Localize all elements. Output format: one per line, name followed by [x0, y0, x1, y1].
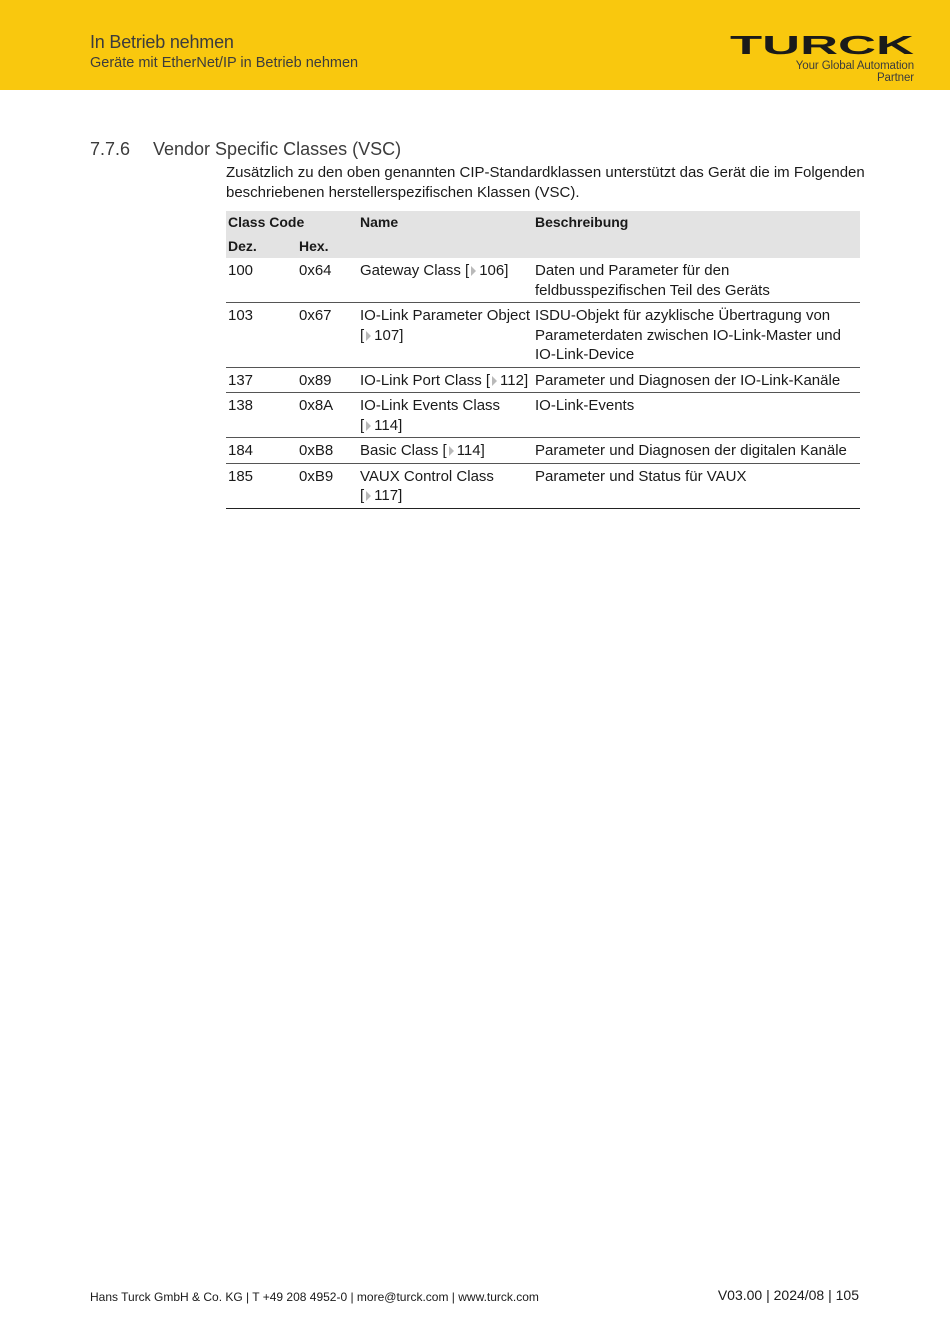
description-cell: IO-Link-Events [533, 393, 860, 438]
hex-cell: 0xB9 [297, 463, 358, 508]
hex-header: Hex. [297, 235, 358, 259]
table-row [226, 258, 860, 303]
page-reference[interactable]: [ 117] [360, 487, 403, 504]
description-cell: ISDU-Objekt für azyklische Übertragung von Parameterdaten zwischen IO-Link-Master und IO-Link-Device [533, 303, 860, 368]
class-name: Gateway Class [360, 262, 461, 279]
name-cell [358, 303, 533, 368]
description-cell: Parameter und Diagnosen der digitalen Kanäle [533, 438, 860, 464]
turck-logo [730, 34, 914, 56]
dez-cell: 138 [226, 393, 297, 438]
table-row [226, 438, 860, 464]
hex-cell: 0x64 [297, 258, 358, 303]
footer-contact: Hans Turck GmbH & Co. KG | T +49 208 4952-0 | more@turck.com | www.turck.com [90, 1290, 539, 1304]
description-header: Beschreibung [533, 211, 860, 235]
name-cell [358, 463, 533, 508]
dez-header: Dez. [226, 235, 297, 259]
hex-cell: 0x89 [297, 367, 358, 393]
table-row [226, 303, 860, 368]
page-reference[interactable]: [ 107] [360, 326, 404, 344]
name-cell [358, 438, 533, 464]
class-name: VAUX Control Class [360, 467, 494, 485]
arrow-right-icon [449, 446, 454, 456]
class-name: IO-Link Events Class [360, 397, 501, 414]
page-reference[interactable]: [ 114] [442, 442, 485, 459]
dez-cell: 184 [226, 438, 297, 464]
class-code-header: Class Code [226, 211, 358, 235]
table-row [226, 367, 860, 393]
description-cell: Daten und Parameter für den feldbusspezifischen Teil des Geräts [533, 258, 860, 303]
name-cell [358, 393, 533, 438]
description-cell: Parameter und Status für VAUX [533, 463, 860, 508]
hex-cell: 0x8A [297, 393, 358, 438]
section-title: Vendor Specific Classes (VSC) [153, 139, 402, 159]
dez-cell: 100 [226, 258, 297, 303]
logo-text: TURCK [730, 34, 914, 56]
vsc-table [226, 211, 860, 509]
page-reference[interactable]: [ 112] [485, 371, 529, 389]
arrow-right-icon [366, 421, 371, 431]
hex-cell: 0x67 [297, 303, 358, 368]
arrow-right-icon [366, 491, 371, 501]
page-reference[interactable]: [ 114] [360, 416, 403, 434]
section-number: 7.7.6 [90, 139, 131, 159]
logo-tagline: Your Global Automation Partner [795, 60, 914, 84]
class-name: IO-Link Port Class [360, 371, 482, 389]
arrow-right-icon [471, 266, 476, 276]
page-header [0, 0, 950, 90]
table-row [226, 393, 860, 438]
header-subtitle: Geräte mit EtherNet/IP in Betrieb nehmen [90, 55, 359, 71]
intro-paragraph: Zusätzlich zu den oben genannten CIP-Standardklassen unterstützt das Gerät die im Folgenden beschriebenen herstellerspezifischen Klassen (VSC). [226, 164, 865, 201]
arrow-right-icon [492, 376, 497, 386]
dez-cell: 185 [226, 463, 297, 508]
class-name: Basic Class [360, 442, 439, 459]
table-row [226, 463, 860, 508]
dez-cell: 137 [226, 367, 297, 393]
header-title: In Betrieb nehmen [90, 32, 234, 52]
dez-cell: 103 [226, 303, 297, 368]
table-subheader-row [226, 235, 860, 259]
arrow-right-icon [366, 331, 371, 341]
name-cell [358, 367, 533, 393]
page-reference[interactable]: [ 106] [465, 262, 509, 279]
footer-version-page: V03.00 | 2024/08 | 105 [717, 1287, 859, 1303]
table-header-row [226, 211, 860, 235]
class-name: IO-Link Parameter Object [360, 307, 531, 324]
name-cell [358, 258, 533, 303]
description-cell: Parameter und Diagnosen der IO-Link-Kanäle [533, 367, 860, 393]
section-heading [90, 139, 401, 160]
hex-cell: 0xB8 [297, 438, 358, 464]
name-header: Name [358, 211, 533, 235]
